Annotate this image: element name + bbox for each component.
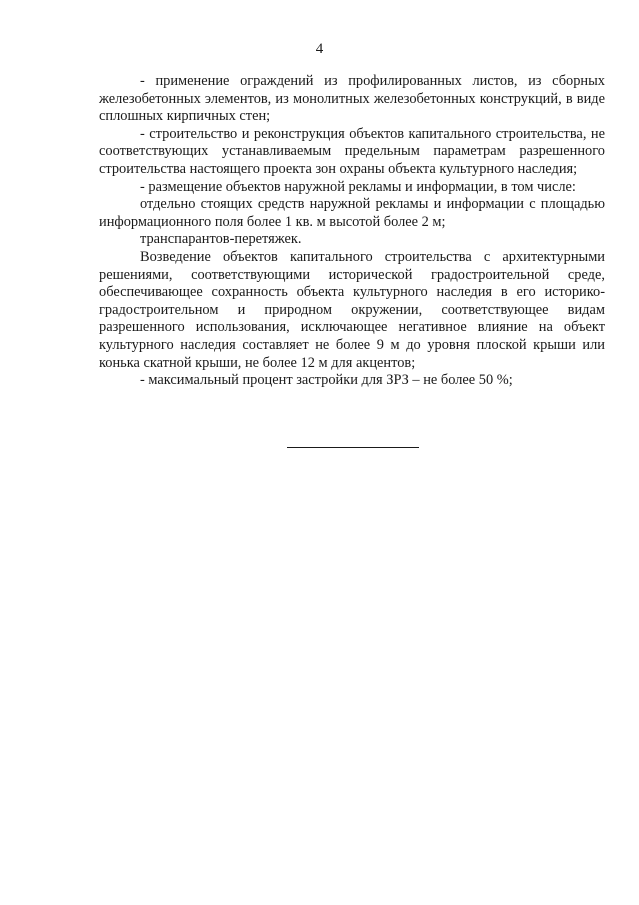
paragraph-advertising-ban: - размещение объектов наружной рекламы и информации, в том числе: [140, 178, 576, 195]
document-body [99, 73, 605, 390]
paragraph-banners: транспарантов-перетяжек. [140, 231, 302, 248]
paragraph-standalone-ads: отдельно стоящих средств наружной рекламы и информации с площадью информационного поля более 1 кв. м высотой более 2 м; [99, 196, 605, 230]
paragraph-building-requirements: Возведение объектов капитального строительства с архитектурными решениями, соответствующими исторической градостроительной среде, обеспечивающее сохранность объекта культурного наследия в его историко-градостроительном и природном окружении, соответствующее видам разрешенного использования, исключающее негативное влияние на объект культурного наследия составляет не более 9 м до уровня плоской крыши или конька скатной крыши, не более 12 м для акцентов; [99, 248, 605, 371]
paragraph-fencing-ban: - применение ограждений из профилированных листов, из сборных железобетонных элементов, из монолитных железобетонных конструкций, в виде сплошных кирпичных стен; [99, 73, 605, 125]
page-number: 4 [315, 41, 324, 57]
paragraph-construction-ban: - строительство и реконструкция объектов капитального строительства, не соответствующих устанавливаемым предельным параметрам разрешенного строительства настоящего проекта зон охраны объекта культурного наследия; [99, 125, 605, 177]
closing-separator-line [287, 447, 419, 448]
paragraph-max-coverage: - максимальный процент застройки для ЗРЗ – не более 50 %; [140, 372, 513, 389]
